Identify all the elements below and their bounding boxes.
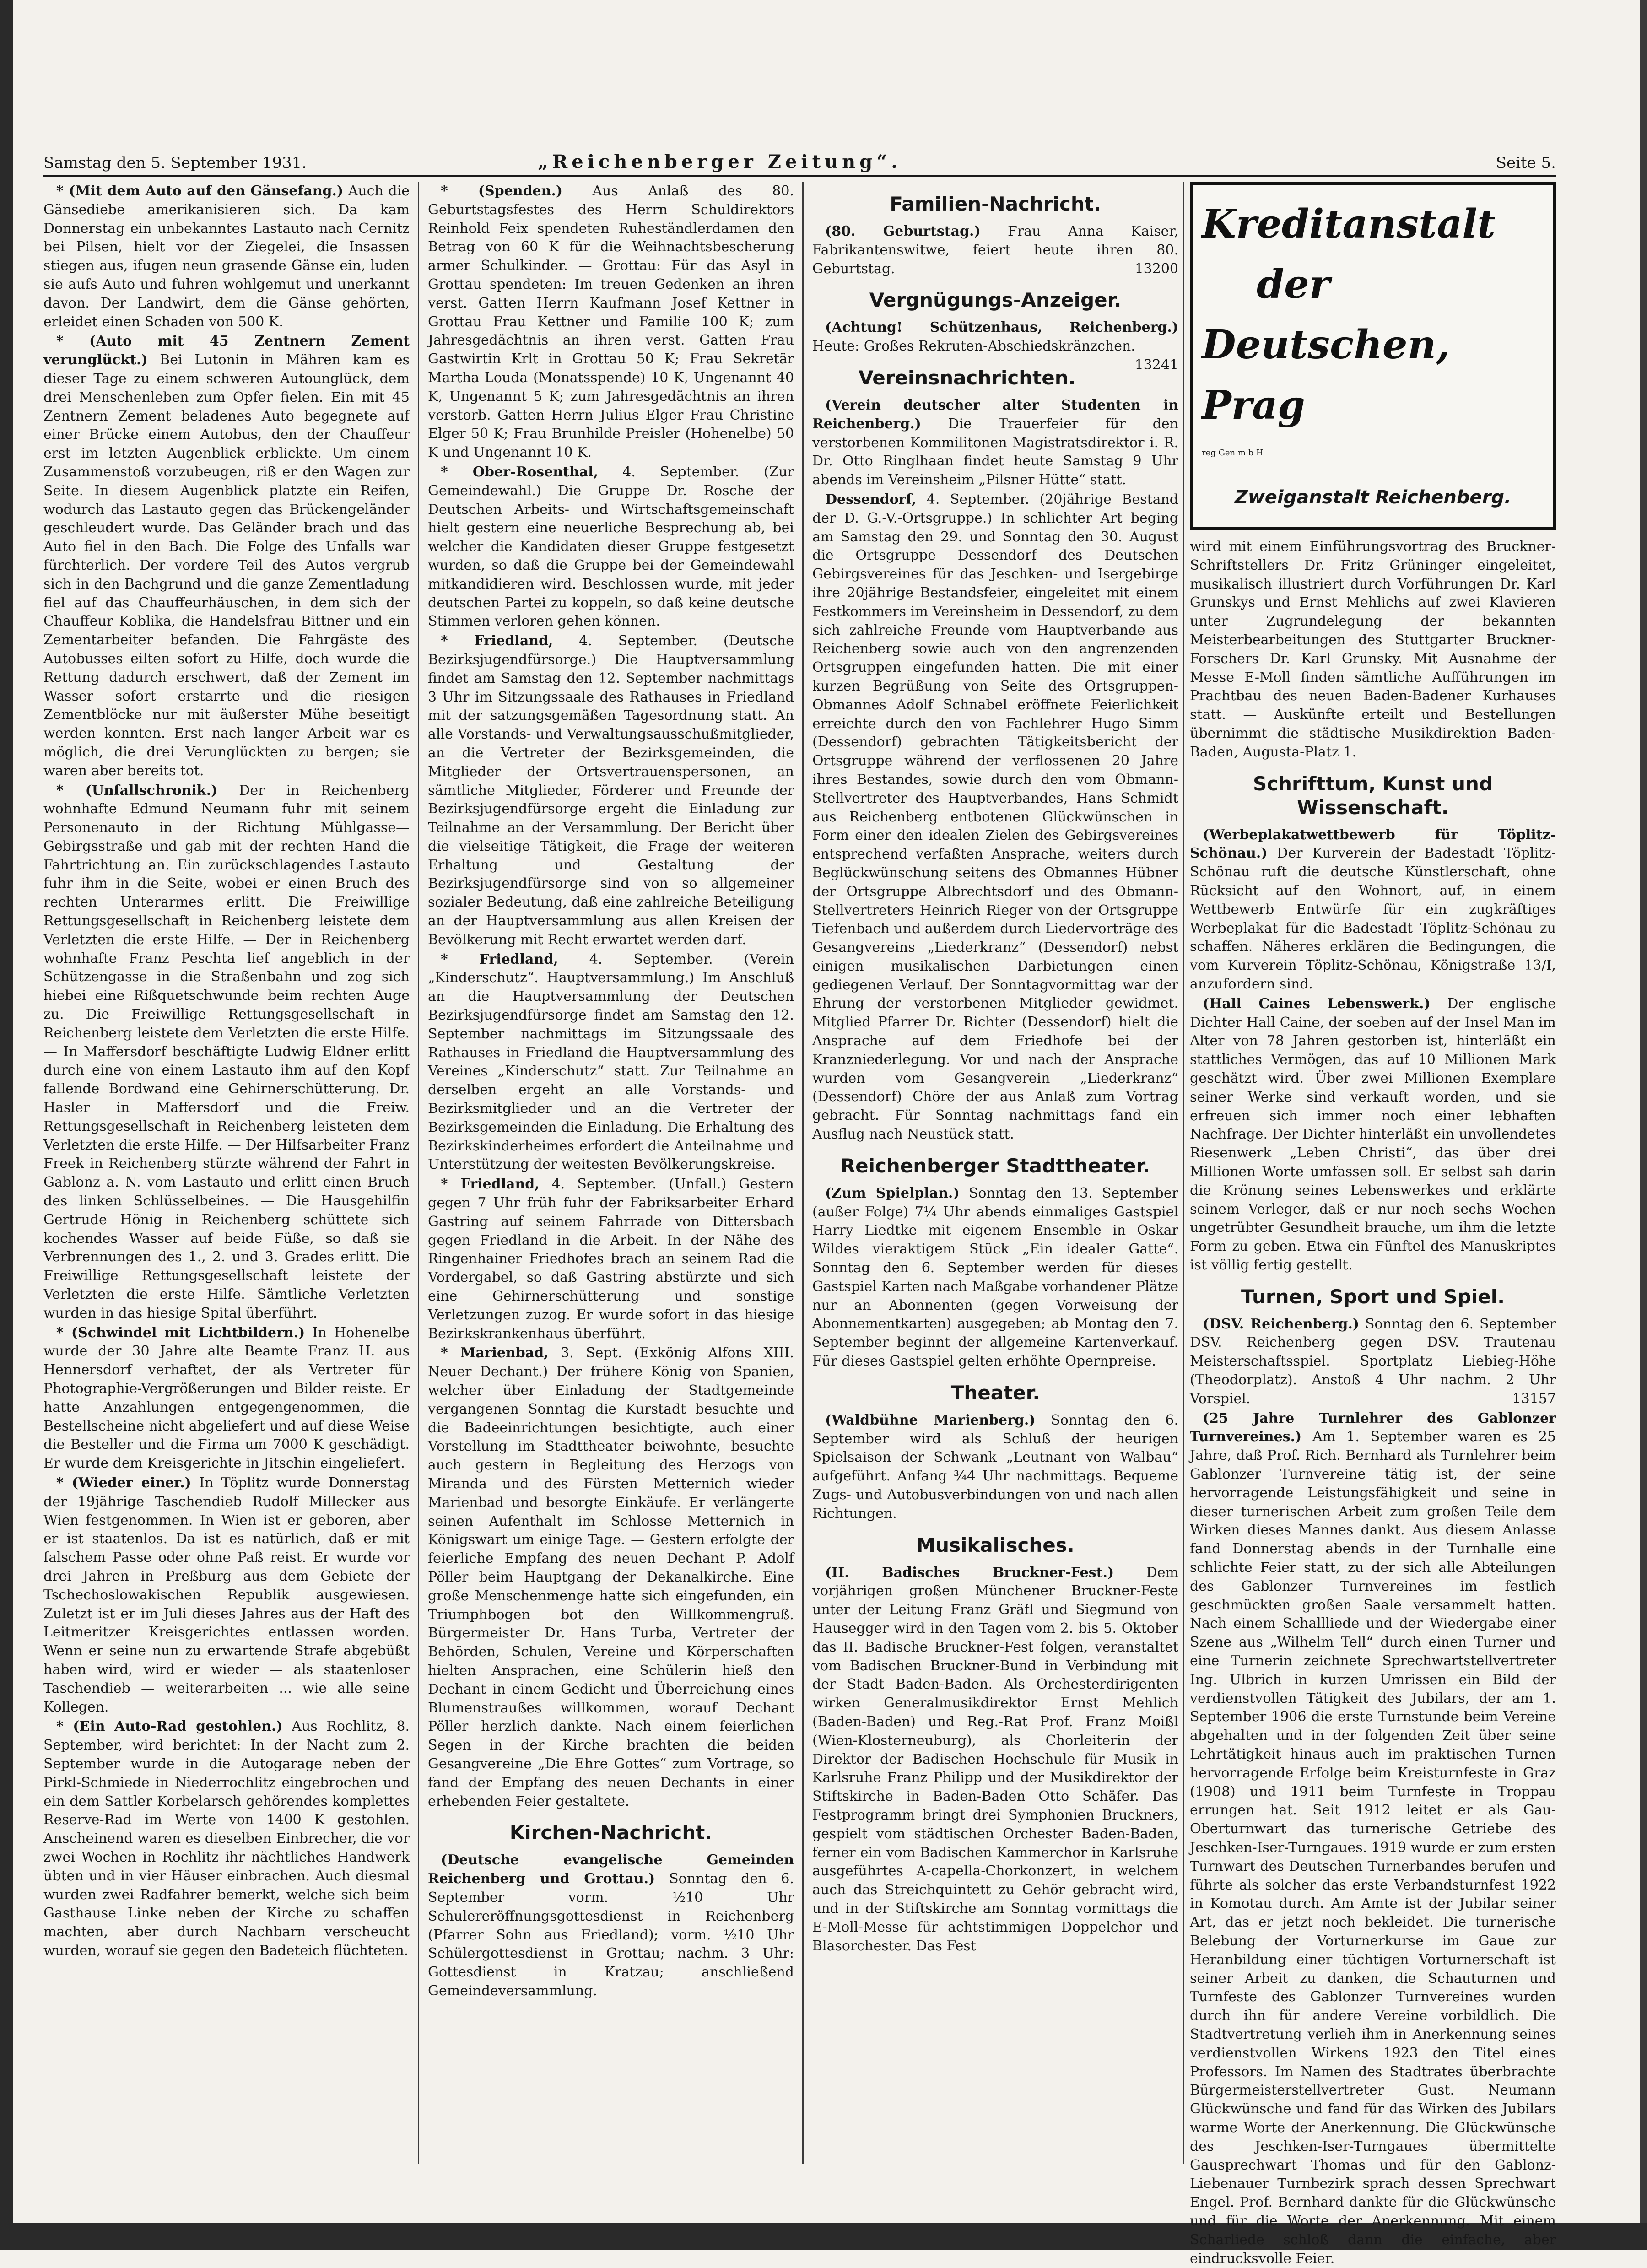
article-lead: (Verein deutscher alter Studenten in Reichenberg.) (812, 397, 1178, 432)
article-lead: * Friedland, (441, 1176, 540, 1193)
article (1190, 1409, 1556, 2268)
article-text: Der englische Dichter Hall Caine, der soeben auf der Insel Man im Alter von 78 Jahren gestorben ist, hinterläßt ein stattliches Vermögen, das auf 10 Millionen Mark geschätzt wird. Über zwei Millionen Exemplare seiner Werke sind verkauft worden, und sie erfreuen sich immer noch einer lebhaften Nachfrage. Der Dichter hinterläßt ein unvollendetes Riesenwerk „Leben Christi“, das über drei Millionen Worte umfassen soll. Er selbst sah darin die Krönung seines Lebenswerkes und erklärte seinem Verleger, daß er nur noch sechs Wochen ungetrübter Gesundheit brauche, um ihm die letzte Form zu geben. Etwa ein Fünftel des Manuskriptes ist völlig fertig gestellt. (1190, 995, 1556, 1273)
article (812, 1184, 1178, 1371)
column-divider (418, 182, 419, 2164)
article-text: Dem vorjährigen großen Münchener Bruckner-Feste unter der Leitung Franz Gräfl und Siegmund von Hausegger wird in den Tagen vom 2. bis 5. Oktober das II. Badische Bruckner-Fest folgen, veranstaltet vom Badischen Bruckner-Bund in Verbindung mit der Stadt Baden-Baden. Als Orchesterdirigenten wirken Generalmusikdirektor Ernst Mehlich (Baden-Baden) und Reg.-Rat Prof. Franz Moißl (Wien-Klosterneuburg), als Chorleiterin der Direktor der Badischen Hochschule für Musik in Karlsruhe Franz Philipp und der Musikdirektor der Stiftskirche in Baden-Baden Otto Schäfer. Das Festprogramm bringt drei Symphonien Bruckners, gespielt vom städtischen Orchester Baden-Baden, ferner ein vom Badischen Kammerchor in Karlsruhe ausgeführtes A-capella-Chorkonzert, in welchem auch das Streichquintett zu Gehör gebracht wird, und in der Stiftskirche am Sonntag vormittags die E-Moll-Messe für achtstimmigen Doppelchor und Blasorchester. Das Fest (812, 1564, 1178, 1954)
article-text: Frau Anna Kaiser, Fabrikantenswitwe, feiert heute ihren 80. Geburtstag. (812, 223, 1178, 277)
article (1190, 826, 1556, 994)
section-title: Vergnügungs-Anzeiger. (869, 289, 1122, 312)
article (812, 491, 1178, 1144)
newspaper-name: „Reichenberger Zeitung“. (538, 151, 902, 173)
article-text: 3. Sept. (Exkönig Alfons XIII. Neuer Dechant.) Der frühere König von Spanien, welcher über Einladung der Stadtgemeinde vergangenen Sonntag die Kurstadt besuchte und die Badeeinrichtungen besichtigte, auch einer Vorstellung im Stadttheater beiwohnte, besuchte auch gestern in Begleitung des Herzogs von Miranda und des Fürsten Metternich wieder Marienbad und besorgte Einkäufe. Er verlängerte seinen Aufenthalt im Schlosse Metternich in Königswart um einige Tage. — Gestern erfolgte der feierliche Empfang des neuen Dechant P. Adolf Pöller beim Hauptgang der Dekanalkirche. Eine große Menschenmenge hatte sich eingefunden, ein Triumphbogen bot den Willkommengruß. Bürgermeister Dr. Hans Turba, Vertreter der Behörden, Schulen, Vereine und Körperschaften hielten Ansprachen, eine Schülerin hieß den Dechant in einem Gedicht und Überreichung eines Blumenstraußes willkommen, worauf Dechant Pöller herzlich dankte. Nach einem feierlichen Segen in der Kirche brachten die beiden Gesangvereine „Die Ehre Gottes“ zum Vortrage, so fand der Empfang des neuen Dechants in einer erhebenden Feier gestaltete. (428, 1345, 794, 1809)
bank-advertisement (1190, 182, 1556, 530)
ad-branch: Zweiganstalt Reichenberg. (1234, 487, 1512, 508)
article (428, 632, 794, 950)
article-lead: (Deutsche evangelische Gemeinden Reichenberg und Grottau.) (428, 1852, 794, 1887)
ad-title (1202, 194, 1545, 436)
article-text: Der in Reichenberg wohnhafte Edmund Neumann fuhr mit seinem Personenauto in der Richtung Mühlgasse—Gebirgsstraße und gab mit der rechten Hand die Fahrtrichtung an. Ein zurückschlagendes Lastauto fuhr ihm in die Seite, wobei er einen Bruch des rechten Unterarmes erlitt. Die Freiwillige Rettungsgesellschaft in Reichenberg leistete dem Verletzten die erste Hilfe. — Der in Reichenberg wohnhafte Franz Peschta lief angeblich in der Schützengasse in die Straßenbahn und zog sich hiebei eine Rißquetschwunde beim rechten Auge zu. Die Freiwillige Rettungsgesellschaft in Reichenberg leistete dem Verletzten die erste Hilfe. — In Maffersdorf beschäftigte Ludwig Eldner erlitt durch eine von einem Lastauto ihm auf den Kopf fallende Bordwand eine Gehirnerschütterung. Dr. Hasler in Maffersdorf und die Freiw. Rettungsgesellschaft in Reichenberg leisteten dem Verletzten die erste Hilfe. — Der Hilfsarbeiter Franz Freek in Reichenberg stürzte während der Fahrt in Gablonz a. N. vom Lastauto und erlitt einen Bruch des linken Schlüsselbeines. — Die Hausgehilfin Gertrude Hönig in Reichenberg schüttete sich kochendes Wasser auf beide Füße, so daß sie Verbrennungen des 1., 2. und 3. Grades erlitt. Die Freiwillige Rettungsgesellschaft leistete der Verletzten die erste Hilfe. Sämtliche Verletzten wurden in das hiesige Spital überführt. (43, 782, 410, 1321)
notice-number: 13241 (1134, 356, 1178, 373)
column-divider (1183, 182, 1184, 2164)
ad-title-line: der (1257, 261, 1330, 308)
column-2 (428, 182, 794, 2164)
article (812, 319, 1178, 373)
section-title: Vereinsnachrichten. (859, 366, 1076, 389)
article-text: Aus Rochlitz, 8. September, wird berichtet: In der Nacht zum 2. September wurde in die Autogarage neben der Pirkl-Schmiede in Niederrochlitz eingebrochen und ein dem Sattler Korbelarsch gehörendes komplettes Reserve-Rad im Werte von 1400 K gestohlen. Anscheinend waren es dieselben Einbrecher, die vor zwei Wochen in Rochlitz ihr nächtliches Handwerk übten und in vier Häuser einbrachen. Auch diesmal wurden zwei Radfahrer bemerkt, welche sich beim Gasthause Linke neben der Kirche zu schaffen machten, aber durch Nachbarn verscheucht wurden, worauf sie gegen den Badeteich flüchteten. (43, 1718, 410, 1959)
article-text: 4. September. (Zur Gemeindewahl.) Die Gruppe Dr. Rosche der Deutschen Arbeits- und Wirtschaftsgemeinschaft hielt gestern eine neuerliche Besprechung ab, bei welcher die Kandidaten dieser Gruppe festgesetzt wurden, so daß die Gruppe bei der Gemeindewahl mitkandidieren wird. Beschlossen wurde, mit jeder deutschen Partei zu koppeln, so daß keine deutsche Stimmen verloren gehen können. (428, 464, 794, 630)
article-lead: (25 Jahre Turnlehrer des Gablonzer Turnvereines.) (1190, 1410, 1556, 1445)
section-title-church: Kirchen-Nachricht. (509, 1821, 713, 1844)
article-lead: (Werbeplakatwettbewerb für Töplitz-Schönau.) (1190, 826, 1556, 862)
article-lead: (Hall Caines Lebenswerk.) (1203, 995, 1431, 1012)
section-title: Schrifttum, Kunst und Wissenschaft. (1253, 772, 1493, 819)
article (812, 1411, 1178, 1523)
article (428, 1851, 794, 2000)
section-title: Turnen, Sport und Spiel. (1241, 1285, 1505, 1308)
article-lead: (80. Geburtstag.) (825, 223, 981, 239)
column-4 (1190, 538, 1556, 2267)
section-title: Reichenberger Stadttheater. (840, 1154, 1150, 1177)
article-lead: (Achtung! Schützenhaus, Reichenberg.) (825, 319, 1178, 336)
article (43, 1717, 410, 1960)
article-text: Bei Lutonin in Mähren kam es dieser Tage zu einem schweren Autounglück, dem drei Menschenleben zum Opfer fielen. Ein mit 45 Zentnern Zement beladenes Auto begegnete auf einer Brücke einem Autobus, den der Chauffeur erst im letzten Augenblick erblickte. Um einem Zusammenstoß vorzubeugen, riß er den Wagen zur Seite. In diesem Augenblick platzte ein Reifen, wodurch das Lastauto gegen das Brückengeländer geschleudert wurde. Das Geländer brach und das Auto fiel in den Bach. Die Folge des Unfalls war fürchterlich. Der vordere Teil des Autos vergrub sich in den Bachgrund und die ganze Zementladung fiel auf das Chauffeurhäuschen, in dem sich der Chauffeur Koblika, die Handelsfrau Bittner und ein Zementarbeiter befanden. Die Fahrgäste des Autobusses eilten sofort zu Hilfe, doch wurde die Rettung dadurch erschwert, daß der Zement im Wasser sofort erstarrte und die riesigen Zementblöcke nur mit äußerster Mühe beseitigt werden konnten. Erst nach langer Arbeit war es möglich, die drei Verunglückten zu bergen; sie waren aber bereits tot. (43, 352, 410, 779)
article-lead: * (Wieder einer.) (56, 1474, 191, 1491)
article-text: Der Kurverein der Badestadt Töplitz-Schönau ruft die deutsche Künstlerschaft, ohne Rücksicht auf den Wohnort, auf, in einem Wettbewerb Entwürfe für ein zugkräftiges Werbeplakat für die Badestadt Töplitz-Schönau zu schaffen. Näheres erklären die Bedingungen, die vom Kurverein Töplitz-Schönau, Königstraße 13/I, anzufordern sind. (1190, 845, 1556, 992)
article (428, 182, 794, 462)
page-header (43, 151, 1556, 178)
article (428, 1175, 794, 1343)
article (428, 950, 794, 1175)
scan-edge-left (0, 0, 13, 2250)
article-lead: Dessendorf, (825, 491, 917, 508)
header-rule (43, 175, 1556, 177)
column-3 (812, 182, 1178, 2164)
article-lead: * Friedland, (441, 951, 558, 967)
article-text: 4. September. (Unfall.) Gestern gegen 7 Uhr früh fuhr der Fabriksarbeiter Erhard Gastring auf seinem Fahrrade von Dittersbach gegen Friedland in die Arbeit. In der Nähe des Ringenhainer Friedhofes brach an seinem Rad die Vordergabel, so daß Gastring abstürzte und sich eine Gehirnerschütterung und sonstige Verletzungen zuzog. Er wurde sofort in das hiesige Bezirkskrankenhaus überführt. (428, 1176, 794, 1342)
article-text: In Töplitz wurde Donnerstag der 19jährige Taschendieb Rudolf Millecker aus Wien festgenommen. In Wien ist er geboren, aber er ist staatenlos. Da ist es natürlich, daß er mit falschem Passe oder ohne Paß reist. Er wurde vor drei Jahren in Preßburg aus dem Gebiete der Tschechoslowakischen Republik ausgewiesen. Zuletzt ist er im Juli dieses Jahres aus der Haft des Leitmeritzer Kreisgerichtes entlassen worden. Wenn er seine nun zu erwartende Strafe abgebüßt haben wird, wird er wieder — als staatenloser Taschendieb — weiterarbeiten ... wie alle seine Kollegen. (43, 1474, 410, 1715)
article-lead: * (Spenden.) (441, 183, 563, 199)
article-lead: (Zum Spielplan.) (825, 1185, 960, 1201)
notice-number: 13157 (1512, 1390, 1556, 1407)
article-text: 4. September. (Deutsche Bezirksjugendfürsorge.) Die Hauptversammlung findet am Samstag den 12. September nachmittags 3 Uhr im Sitzungssaale des Rathauses in Friedland mit der satzungsgemäßen Tagesordnung statt. An alle Vorstands- und Verwaltungsausschußmitglieder, an die Vertreter der Bezirksgemeinden, die Mitglieder der Ortsvertrauenspersonen, an sämtliche Mitglieder, Förderer und Freunde der Bezirksjugendfürsorge ergeht die Einladung zur Teilnahme an der Versammlung. Der Bericht über die vielseitige Tätigkeit, die Frage der weiteren Erhaltung und Gestaltung der Bezirksjugendfürsorge sind von so allgemeiner sozialer Bedeutung, daß eine zahlreiche Beteiligung an der Hauptversammlung aus allen Kreisen der Bevölkerung mit Recht erwartet werden darf. (428, 633, 794, 948)
article (43, 182, 410, 331)
column-1 (43, 182, 410, 2164)
article-lead: * Ober-Rosenthal, (441, 464, 599, 480)
page-number: Seite 5. (1496, 154, 1556, 172)
article-lead: * (Ein Auto-Rad gestohlen.) (56, 1718, 283, 1735)
section-title: Musikalisches. (916, 1534, 1075, 1556)
article-text: Heute: Großes Rekruten-Abschiedskränzchen. (812, 338, 1135, 355)
article-lead: (DSV. Reichenberg.) (1203, 1316, 1360, 1332)
article-text: Sonntag den 6. September vorm. ½10 Uhr Schulereröffnungsgottesdienst in Reichenberg (Pfarrer Sohn aus Friedland); vorm. ½10 Uhr Schülergottesdienst in Grottau; nachm. 3 Uhr: Gottesdienst in Kratzau; anschließend Gemeindeversammlung. (428, 1871, 794, 1999)
article-text: Sonntag den 6. September wird als Schluß der heurigen Spielsaison der Schwank „Leutnant von Walbau“ aufgeführt. Anfang ¾4 Uhr nachmittags. Bequeme Zugs- und Autobusverbindungen von und nach allen Richtungen. (812, 1412, 1178, 1522)
article (1190, 995, 1556, 1275)
article-text: 4. September. (20jährige Bestand der D. G.-V.-Ortsgruppe.) In schlichter Art beging am Samstag den 29. und Sonntag den 30. August die Ortsgruppe Dessendorf des Deutschen Gebirgsvereines für das Jeschken- und Isergebirge ihre 20jährige Bestandsfeier, eingeleitet mit einem Festkommers im Vereinsheim in Dessendorf, zu dem sich zahlreiche Freunde vom Hauptverbande aus Reichenberg sowie auch von den angrenzenden Ortsgruppen eingefunden hatten. Die mit einer kurzen Begrüßung von Seite des Ortsgruppen-Obmannes Adolf Schnabel eröffnete Feierlichkeit erreichte durch den von Fachlehrer Hugo Simm (Dessendorf) gebrachten Tätigkeitsbericht der Ortsgruppe während der verflossenen 20 Jahre ihres Bestandes, sowie durch den vom Obmann-Stellvertreter des Hauptverbandes, Hans Schmidt aus Reichenberg entbotenen Glückwünschen in Form einer den idealen Zielen des Gebirgsvereines entsprechend verfaßten Ansprache, weiters durch Beglückwünschung seitens des Obmannes Hübner der Ortsgruppe Albrechtsdorf und des Obmann-Stellvertreters Heinrich Rieger von der Ortsgruppe Tiefenbach und außerdem durch Liedervorträge des Gesangvereins „Liederkranz“ (Dessendorf) nebst einigen musikalischen Darbietungen einen gediegenen Verlauf. Der Sonntagvormittag war der Ehrung der verstorbenen Mitglieder gewidmet. Mitglied Pfarrer Dr. Richter (Dessendorf) hielt die Ansprache auf dem Friedhofe bei der Kranzniederlegung. Vor und nach der Ansprache wurden vom Gesangverein „Liederkranz“ (Dessendorf) Chöre der aus Anlaß zum Vortrag gebracht. Für Sonntag nachmittags fand ein Ausflug nach Neustück statt. (812, 491, 1178, 1143)
article-text: In Hohenelbe wurde der 30 Jahre alte Beamte Franz H. aus Hennersdorf verhaftet, der als Vertreter für Photographie-Vergrößerungen und Bilder reiste. Er hatte Anzahlungen entgegengenommen, die Bestellscheine nicht abgeliefert und auf diese Weise die Besteller und die Firma um 7000 K geschädigt. Er wurde dem Kreisgerichte in Jitschin eingeliefert. (43, 1324, 410, 1472)
article-lead: * Marienbad, (441, 1345, 549, 1361)
article-text: Sonntag den 6. September DSV. Reichenberg gegen DSV. Trautenau Meisterschaftsspiel. Sportplatz Liebieg-Höhe (Theodorplatz). Anstoß 4 Uhr nachm. 2 Uhr Vorspiel. (1190, 1316, 1556, 1407)
article (812, 1564, 1178, 1956)
article-lead: * (Unfallschronik.) (56, 782, 218, 799)
article-lead: * (Mit dem Auto auf den Gänsefang.) (56, 183, 344, 199)
ad-title-line: Kreditanstalt (1202, 201, 1496, 247)
article-lead: * Friedland, (441, 633, 553, 649)
section-title: Familien-Nachricht. (890, 193, 1101, 215)
article-text: Sonntag den 13. September (außer Folge) 7¼ Uhr abends einmaliges Gastspiel Harry Liedtke mit eigenem Ensemble in Oskar Wildes vieraktigem Stück „Ein idealer Gatte“. Sonntag den 6. September werden für dieses Gastspiel Karten nach Maßgabe vorhandener Plätze nur an Abonnenten (gegen Vorweisung der Abonnementkarten) ausgegeben; ab Montag den 7. September beginnt der allgemeine Kartenverkauf. Für dieses Gastspiel gelten erhöhte Opernpreise. (812, 1185, 1178, 1370)
article-continuation: wird mit einem Einführungsvortrag des Bruckner-Schriftstellers Dr. Fritz Grüninger eingeleitet, musikalisch illustriert durch Vorführungen Dr. Karl Grunskys und Ernst Mehlichs auf zwei Klavieren unter Zugrundelegung der bekannten Meisterbearbeitungen des Stuttgarter Bruckner-Forschers Dr. Karl Grunsky. Mit Ausnahme der Messe E-Moll finden sämtliche Aufführungen im Prachtbau des neuen Baden-Badener Kurhauses statt. — Auskünfte erteilt und Bestellungen übernimmt die städtische Musikdirektion Baden-Baden, Augusta-Platz 1. (1190, 539, 1556, 760)
article-lead: (II. Badisches Bruckner-Fest.) (825, 1564, 1114, 1581)
article (43, 1474, 410, 1717)
article (428, 463, 794, 631)
article (43, 1324, 410, 1473)
article-text: 4. September. (Verein „Kinderschutz“. Hauptversammlung.) Im Anschluß an die Hauptversammlung der Deutschen Bezirksjugendfürsorge findet am Samstag den 12. September nachmittags im Sitzungssaale des Rathauses in Friedland die Hauptversammlung des Vereines „Kinderschutz“ statt. Zur Teilnahme an derselben ergeht an alle Vorstands- und Bezirksmitglieder und an die Vertreter der Bezirksgemeinden die Einladung. Die Erhaltung des Bezirkskinderheimes erfordert die Anteilnahme und Unterstützung der weitesten Bevölkerungskreise. (428, 951, 794, 1173)
article-text: Auch die Gänsediebe amerikanisieren sich. Da kam Donnerstag ein unbekanntes Lastauto nach Cernitz bei Pilsen, hielt vor der Ziegelei, die Insassen stiegen aus, ifugen neun grasende Gänse ein, luden sie aufs Auto und fuhren wohlgemut und unerkannt davon. Der Landwirt, dem die Gänse gehörten, erleidet einen Schaden von 500 K. (43, 183, 410, 330)
column-divider (802, 182, 804, 2164)
article-lead: * (Schwindel mit Lichtbildern.) (56, 1324, 305, 1341)
article-lead: * (Auto mit 45 Zentnern Zement verunglückt.) (43, 333, 410, 368)
article-text: Am 1. September waren es 25 Jahre, daß Prof. Rich. Bernhard als Turnlehrer beim Gablonzer Turnvereine tätig ist, der seine hervorragende Leistungsfähigkeit und seine in dieser turnerischen Arbeit zum großen Teile dem Wirken dieses Mannes dankt. Aus diesem Anlasse fand Donnerstag abends in der Turnhalle eine schlichte Feier statt, zu der sich alle Abteilungen des Gablonzer Turnvereines im festlich geschmückten großen Saale versammelt hatten. Nach einem Schallliede und der Wiedergabe einer Szene aus „Wilhelm Tell“ durch einen Turner und eine Turnerin zeichnete Sprechwartstellvertreter Ing. Ulbrich in kurzen Umrissen ein Bild der verdienstvollen Tätigkeit des Jubilars, der am 1. September 1906 die erste Turnstunde beim Vereine abgehalten und in der folgenden Zeit über seine Lehrtätigkeit hinaus auch im praktischen Turnen hervorragende Erfolge beim Kreisturnfeste in Graz (1908) und 1911 beim Turnfeste in Troppau errungen hat. Seit 1912 leitet er als Gau-Oberturnwart das turnerische Getriebe des Jeschken-Iser-Turngaues. 1919 wurde er zum ersten Turnwart des Deutschen Turnerbandes berufen und führte als solcher das erste Verbandsturnfest 1922 in Komotau durch. Am Amte ist der Jubilar seiner Art, das er jetzt noch bekleidet. Die turnerische Belebung der Vorturnerkurse im Gaue zur Heranbildung einer tüchtigen Vorturnerschaft ist seiner Arbeit zu danken, die Schauturnen und Turnfeste des Gablonzer Turnvereines wurden durch ihn für andere Vereine vorbildlich. Die Stadtvertretung verlieh ihm in Anerkennung seines verdienstvollen Wirkens 1923 den Titel eines Professors. Im Namen des Stadtrates überbrachte Bürgermeisterstellvertreter Gust. Neumann Glückwünsche und fand für das Wirken des Jubilars warme Worte der Anerkennung. Die Glückwünsche des Jeschken-Iser-Turngaues übermittelte Gausprechwart Thomas und für den Gablonz-Liebenauer Turnbezirk sprach dessen Sprechwart Engel. Prof. Bernhard dankte für die Glückwünsche und für die Worte der Anerkennung. Mit einem Scharliede schloß dann die einfache, aber eindrucksvolle Feier. (1190, 1429, 1556, 2267)
article (428, 1344, 794, 1811)
article-lead: (Waldbühne Marienberg.) (825, 1412, 1036, 1428)
article-text: Aus Anlaß des 80. Geburtstagsfestes des Herrn Schuldirektors Reinhold Feix spendeten Ruheständlerdamen den Betrag von 60 K für die Weihnachtsbescherung armer Schulkinder. — Grottau: Für das Asyl in Grottau spendeten: Im treuen Gedenken an ihren verst. Gatten Herrn Kaufmann Josef Kettner in Grottau Frau Kettner und Familie 100 K; zum Jahresgedächtnis an ihren verst. Gatten Frau Gastwirtin Krlt in Grottau 50 K; Frau Sekretär Martha Louda (Monatsspende) 10 K, Ungenannt 40 K, Ungenannt 5 K; zum Jahresgedächtnis an ihren verstorb. Gatten Herrn Julius Elger Frau Christine Elger 50 K; Frau Brunhilde Preisler (Hohenelbe) 50 K und Ungenannt 10 K. (428, 183, 794, 461)
article (812, 222, 1178, 278)
article (1190, 1315, 1556, 1409)
notice-number: 13200 (1134, 260, 1178, 277)
issue-date: Samstag den 5. September 1931. (43, 154, 307, 172)
section-title: Theater. (950, 1381, 1040, 1404)
ad-legal-form: reg Gen m b H (1202, 448, 1264, 458)
column-2-articles (428, 182, 794, 1811)
article (812, 396, 1178, 490)
article (43, 782, 410, 1323)
scan-edge-right (1640, 0, 1647, 2250)
article-text: Die Trauerfeier für den verstorbenen Kommilitonen Magistratsdirektor i. R. Dr. Otto Ringlhaan findet heute Samstag 9 Uhr abends im Vereinsheim „Pilsner Hütte“ statt. (812, 416, 1178, 488)
ad-title-line: Deutschen, Prag (1202, 322, 1450, 428)
article (43, 332, 410, 780)
